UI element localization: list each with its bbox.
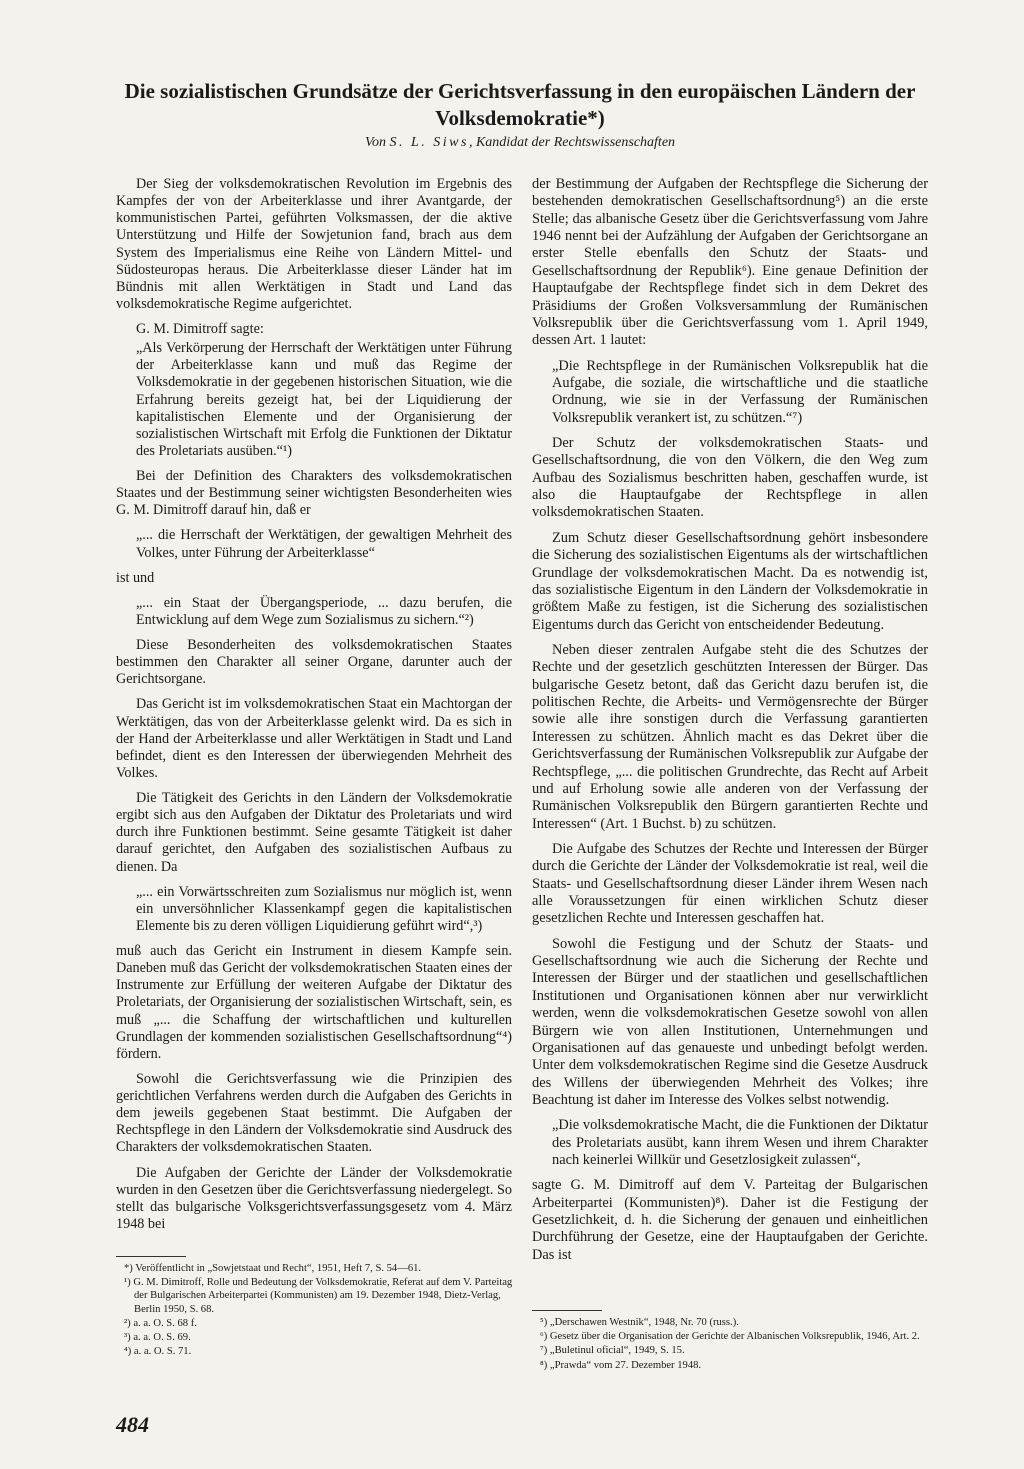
paragraph: Der Sieg der volksdemokratischen Revolution im Ergebnis des Kampfes der von der Arbeiterklasse und ihrer Avantgarde, der kommunistischen Partei, geführten Volksmassen, der die aktive Unterstützung und Hilfe der Sowjetunion fand, brach aus dem System des Imperialismus eine Reihe von Ländern Mittel- und Südosteuropas heraus. Die Arbeiterklasse dieser Länder hat im Bündnis mit allen Werktätigen in Stadt und Land das volksdemokratische Regime aufgerichtet. <box>116 176 512 312</box>
article-byline <box>60 134 980 152</box>
right-text-column <box>532 176 928 1272</box>
paragraph: ist und <box>116 569 155 586</box>
paragraph: „... ein Vorwärtsschreiten zum Sozialismus nur möglich ist, wenn ein unversöhnlicher Klassenkampf gegen die kapitalistischen Elemente bis zu deren völligen Liquidierung geführt wird“,³) <box>136 883 512 934</box>
footnote-rule-right <box>532 1310 602 1311</box>
footnote: ⁶) Gesetz über die Organisation der Gerichte der Albanischen Volksrepublik, 1946, Art. 2. <box>540 1331 920 1343</box>
byline-author: S. L. Siws <box>389 135 469 150</box>
footnote: ¹) G. M. Dimitroff, Rolle und Bedeutung der Volksdemokratie, Referat auf dem V. Parteitag der Bulgarischen Arbeiterpartei (Kommunisten) am 19. Dezember 1948, Dietz-Verlag, Berlin 1950, S. 68. <box>124 1277 513 1315</box>
paragraph: sagte G. M. Dimitroff auf dem V. Parteitag der Bulgarischen Arbeiterpartei (Kommunisten)⁸). Daher ist die Festigung der Gesetzlichkeit, d. h. die Sicherung der genauen und einheitlichen Durchführung der Gesetze, eine der Hauptaufgaben der Gerichte. Das ist <box>532 1177 928 1263</box>
footnotes-left <box>116 1262 520 1359</box>
footnote: ²) a. a. O. S. 68 f. <box>124 1317 197 1329</box>
paragraph: Die Aufgabe des Schutzes der Rechte und Interessen der Bürger durch die Gerichte der Länder der Volksdemokratie ist real, weil die Staats- und Gesellschaftsordnung dieser Länder ihrem Wesen nach alle Voraussetzungen für einen wirklichen Schutz dieser gesetzlichen Rechte und Interessen geschaffen hat. <box>532 840 928 927</box>
paragraph: „... ein Staat der Übergangsperiode, ... dazu berufen, die Entwicklung auf dem Wege zum Sozialismus zu sichern.“²) <box>136 594 512 628</box>
footnote: ⁸) „Prawda“ vom 27. Dezember 1948. <box>540 1359 702 1371</box>
footnote: *) Veröffentlicht in „Sowjetstaat und Recht“, 1951, Heft 7, S. 54—61. <box>124 1263 422 1274</box>
paragraph: muß auch das Gericht ein Instrument in diesem Kampfe sein. Daneben muß das Gericht der volksdemokratischen Staaten eines der Instrumente zur Erfüllung der weiteren Aufgabe der Diktatur des Proletariats, der Organisierung der sozialistischen Wirtschaft, sein, es muß „... die Schaffung der wirtschaftlichen und kulturellen Grundlagen der kommenden sozialistischen Gesellschaftsordnung“⁴) fördern. <box>116 943 512 1062</box>
paragraph: „Als Verkörperung der Herrschaft der Werktätigen unter Führung der Arbeiterklasse kann und muß das Regime der Volksdemokratie in der gegebenen historischen Situation, wie die Erfahrung bereits gezeigt hat, bei der Liquidierung der kapitalistischen Elemente und der Organisierung der sozialistischen Wirtschaft mit Erfolg die Funktionen der Diktatur des Proletariats ausüben.“¹) <box>136 340 512 459</box>
paragraph: „... die Herrschaft der Werktätigen, der gewaltigen Mehrheit des Volkes, unter Führung der Arbeiterklasse“ <box>136 527 512 561</box>
footnote: ⁴) a. a. O. S. 71. <box>124 1346 192 1358</box>
paragraph: Die Aufgaben der Gerichte der Länder der Volksdemokratie wurden in den Gesetzen über die Gerichtsverfassung niedergelegt. So stellt das bulgarische Volksgerichtsverfassungsgesetz vom 4. März 1948 bei <box>116 1164 512 1232</box>
paragraph: Das Gericht ist im volksdemokratischen Staat ein Machtorgan der Werktätigen, das von der Arbeiterklasse gelenkt wird. Da es sich in der Hand der Arbeiterklasse und aller Werktätigen in Stadt und Land befindet, dient es den Interessen der überwiegenden Mehrheit des Volkes. <box>116 696 512 781</box>
page-number: 484 <box>116 1412 149 1437</box>
paragraph: Sowohl die Gerichtsverfassung wie die Prinzipien des gerichtlichen Verfahrens werden durch die Aufgaben des Gerichts in dem jeweils gegebenen Staat bestimmt. Die Aufgaben der Rechtspflege in den Ländern der Volksdemokratie sind Ausdruck des Charakters der volksdemokratischen Staaten. <box>116 1070 512 1156</box>
paragraph: „Die volksdemokratische Macht, die die Funktionen der Diktatur des Proletariats ausübt, kann ihrem Wesen und ihrem Charakter nach keinerlei Willkür und Gesetzlosigkeit zulassen“, <box>552 1117 928 1169</box>
footnote-rule-left <box>116 1256 186 1257</box>
footnote: ⁷) „Buletinul oficial“, 1949, S. 15. <box>540 1345 685 1357</box>
byline-prefix: Von <box>364 135 386 150</box>
paragraph: Diese Besonderheiten des volksdemokratischen Staates bestimmen den Charakter all seiner Organe, darunter auch der Gerichtsorgane. <box>116 637 512 688</box>
paragraph: „Die Rechtspflege in der Rumänischen Volksrepublik hat die Aufgabe, die soziale, die wirtschaftliche und die staatliche Ordnung, wie sie in der Verfassung der Rumänischen Volksrepublik verankert ist, zu schützen.“⁷) <box>552 357 928 426</box>
paragraph: Sowohl die Festigung und der Schutz der Staats- und Gesellschaftsordnung wie auch die Sicherung der Rechte und Interessen der Bürger und der staatlichen und gesellschaftlichen Institutionen und Organisationen können aber nur verwirklicht werden, wenn die volksdemokratischen Gesetze sowohl von allen Bürgern wie von allen Institutionen, Unternehmungen und Organisationen auf das genaueste und unbedingt befolgt werden. Unter dem volksdemokratischen Regime sind die Gesetze Ausdruck des Willens der überwiegenden Mehrheit des Volkes; ihre Beachtung ist daher im Interesse des Volkes selbst notwendig. <box>532 935 928 1108</box>
paragraph: Zum Schutz dieser Gesellschaftsordnung gehört insbesondere die Sicherung des sozialistischen Eigentums als der wirtschaftlichen Grundlage der volksdemokratischen Macht. Da es notwendig ist, das sozialistische Eigentum in den Ländern der Volksdemokratie in größtem Maße zu festigen, ist die Sicherung des sozialistischen Eigentums durch das Gericht von entscheidender Bedeutung. <box>532 529 928 633</box>
paragraph: G. M. Dimitroff sagte: <box>136 321 264 337</box>
footnote: ⁵) „Derschawen Westnik“, 1948, Nr. 70 (russ.). <box>540 1317 739 1328</box>
paragraph: Der Schutz der volksdemokratischen Staats- und Gesellschaftsordnung, die von den Völkern, die den Weg zum Aufbau des Sozialismus beschritten haben, geschaffen wurde, ist also die Hauptaufgabe der Rechtspflege in allen volksdemokratischen Staaten. <box>532 435 928 521</box>
article-title: Die sozialistischen Grundsätze der Gerichtsverfassung in den europäischen Ländern der Volksdemokratie*) <box>124 79 916 130</box>
footnotes-right <box>532 1316 936 1373</box>
paragraph: Neben dieser zentralen Aufgabe steht die des Schutzes der Rechte und der gesetzlich geschützten Interessen der Bürger. Das bulgarische Gesetz betont, daß das Gericht dazu berufen ist, die politischen Rechte, die Arbeits- und Vermögensrechte der Bürger sowie alle ihre sonstigen durch die Verfassung garantierten Interessen zu schützen. Ähnlich macht es das Dekret über die Gerichtsverfassung der Rumänischen Volksrepublik zur Aufgabe der Rechtspflege, „... die politischen Grundrechte, das Recht auf Arbeit und auf Erholung sowie alle anderen von der Verfassung der Rumänischen Volksrepublik den Bürgern garantierten Rechte und Interessen“ (Art. 1 Buchst. b) zu schützen. <box>532 641 928 832</box>
byline-suffix: , Kandidat der Rechtswissenschaften <box>468 135 676 150</box>
paragraph: Bei der Definition des Charakters des volksdemokratischen Staates und der Bestimmung seiner wichtigsten Besonderheiten wies G. M. Dimitroff darauf hin, daß er <box>116 468 512 519</box>
paragraph: der Bestimmung der Aufgaben der Rechtspflege die Sicherung der bestehenden demokratischen Gesellschaftsordnung⁵) an die erste Stelle; das albanische Gesetz über die Gerichtsverfassung vom Jahre 1946 nennt bei der Aufzählung der Aufgaben der Gerichtsorgane an erster Stelle ebenfalls den Schutz der Staats- und Gesellschaftsordnung der Republik⁶). Eine genaue Definition der Hauptaufgabe der Rechtspflege findet sich in dem Dekret des Präsidiums der Großen Volksversammlung der Rumänischen Volksrepublik über die Gerichtsverfassung vom 1. April 1949, dessen Art. 1 lautet: <box>532 176 928 349</box>
footnote: ³) a. a. O. S. 69. <box>124 1332 191 1344</box>
left-text-column <box>116 176 512 1241</box>
paragraph: Die Tätigkeit des Gerichts in den Ländern der Volksdemokratie ergibt sich aus den Aufgaben der Diktatur des Proletariats und wird durch ihre Funktionen bestimmt. Seine gesamte Tätigkeit ist daher darauf gerichtet, den Aufgaben des sozialistischen Aufbaus zu dienen. Da <box>116 790 512 875</box>
